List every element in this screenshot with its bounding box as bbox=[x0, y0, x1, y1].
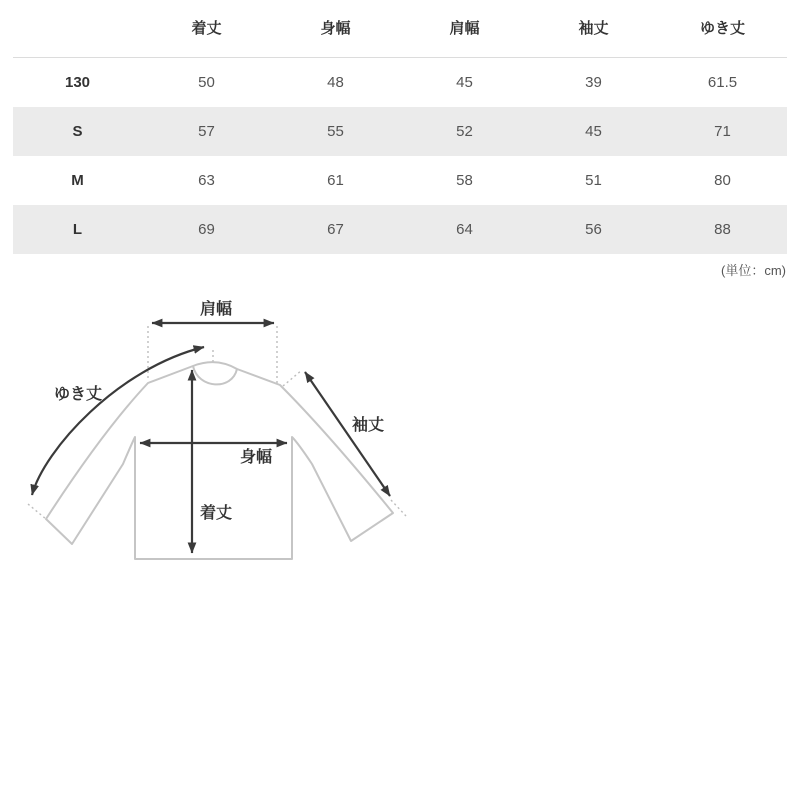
size-label: M bbox=[71, 172, 84, 189]
yuki-bottom-dotted-line bbox=[28, 504, 46, 519]
table-row-m bbox=[13, 156, 787, 205]
size-label: 130 bbox=[64, 74, 91, 91]
value-cell: 56 bbox=[585, 221, 602, 238]
value-cell: 51 bbox=[585, 172, 602, 189]
shoulder-width-label: 肩幅 bbox=[199, 301, 233, 318]
value-cell: 71 bbox=[714, 123, 731, 140]
sleeve-length-label: 袖丈 bbox=[351, 417, 385, 434]
column-header-mihaba: 身幅 bbox=[320, 20, 351, 37]
table-row-s bbox=[13, 107, 787, 156]
value-cell: 57 bbox=[198, 123, 215, 140]
value-cell: 48 bbox=[327, 74, 344, 91]
value-cell: 88 bbox=[714, 221, 731, 238]
value-cell: 63 bbox=[198, 172, 215, 189]
column-header-chakutake: 着丈 bbox=[191, 20, 222, 37]
value-cell: 61.5 bbox=[707, 74, 738, 91]
garment-measurement-diagram bbox=[0, 290, 430, 590]
table-row-l bbox=[13, 205, 787, 254]
column-header-yukitake: ゆき丈 bbox=[699, 20, 745, 37]
table-row-130 bbox=[13, 58, 787, 107]
size-label: S bbox=[72, 123, 83, 140]
value-cell: 55 bbox=[327, 123, 344, 140]
value-cell: 58 bbox=[456, 172, 473, 189]
value-cell: 69 bbox=[198, 221, 215, 238]
size-chart-table bbox=[13, 0, 787, 254]
value-cell: 45 bbox=[456, 74, 473, 91]
value-cell: 67 bbox=[327, 221, 344, 238]
value-cell: 45 bbox=[585, 123, 602, 140]
value-cell: 64 bbox=[456, 221, 473, 238]
value-cell: 50 bbox=[198, 74, 215, 91]
unit-note: (単位：cm) bbox=[721, 263, 786, 278]
column-header-katahaba: 肩幅 bbox=[449, 20, 480, 37]
size-table-header-row bbox=[13, 0, 787, 58]
size-label: L bbox=[72, 221, 83, 238]
value-cell: 80 bbox=[714, 172, 731, 189]
yuki-length-label: ゆき丈 bbox=[53, 386, 103, 403]
shirt-neckline bbox=[193, 366, 237, 384]
sleeve-top-dotted-line bbox=[283, 370, 302, 386]
value-cell: 52 bbox=[456, 123, 473, 140]
column-header-sodetake: 袖丈 bbox=[578, 20, 609, 37]
body-width-label: 身幅 bbox=[239, 449, 273, 466]
value-cell: 61 bbox=[327, 172, 344, 189]
garment-length-label: 着丈 bbox=[199, 505, 233, 522]
value-cell: 39 bbox=[585, 74, 602, 91]
